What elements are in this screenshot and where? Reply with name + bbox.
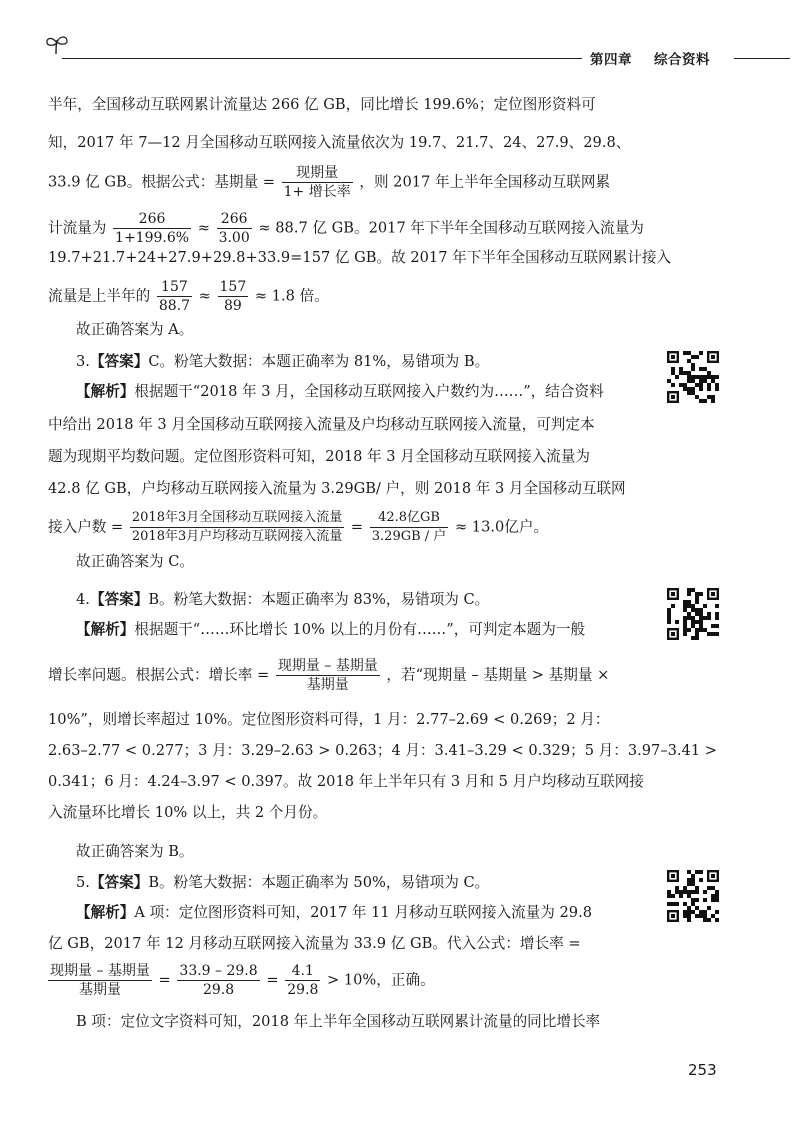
header-rule-right — [734, 58, 790, 59]
numerator: 157 — [219, 279, 247, 295]
header-rule-left — [62, 58, 582, 59]
numerator: 2018年3月全国移动互联网接入流量 — [130, 509, 344, 528]
answer-tag: 【答案】 — [89, 353, 149, 370]
answer-line: 故正确答案为 C。 — [76, 553, 194, 570]
question-number: 5. — [76, 874, 90, 891]
text-line: 亿 GB，2017 年 12 月移动互联网接入流量为 33.9 亿 GB。代入公式：增长率 = — [48, 935, 581, 952]
analysis-tag: 【解析】 — [76, 621, 135, 638]
text-span: ≈ 13.0亿户。 — [454, 518, 549, 536]
q5-analysis-line — [76, 903, 592, 923]
equals-sign: = — [158, 971, 171, 989]
analysis-tag: 【解析】 — [76, 383, 135, 400]
text-span: C。粉笔大数据：本题正确率为 81%，易错项为 B。 — [148, 353, 490, 370]
answer-tag: 【答案】 — [89, 874, 149, 891]
text-line: 10%”，则增长率超过 10%。定位图形资料可得，1 月：2.77–2.69 < 0.269；2 月： — [48, 711, 610, 728]
question-number: 4. — [76, 591, 90, 608]
formula-line — [48, 657, 609, 694]
text-span: 流量是上半年的 — [48, 287, 151, 305]
text-span: 计流量为 — [48, 219, 107, 237]
fraction — [282, 164, 353, 201]
q4-analysis-line — [76, 620, 585, 640]
chapter-label: 第四章 — [590, 52, 632, 68]
fraction — [157, 278, 192, 315]
text-span: > 10%，正确。 — [327, 971, 435, 989]
fraction — [276, 657, 380, 694]
answer-line: 故正确答案为 A。 — [76, 321, 194, 338]
approx-sign: ≈ — [197, 219, 210, 237]
text-span: ，则 2017 年上半年全国移动互联网累 — [359, 173, 611, 191]
text-span: B。粉笔大数据：本题正确率为 50%，易错项为 C。 — [148, 874, 490, 891]
denominator: 89 — [223, 298, 242, 314]
text-line: 中给出 2018 年 3 月全国移动互联网接入流量及户均移动互联网接入流量，可判定本 — [48, 416, 595, 433]
text-line: 知，2017 年 7—12 月全国移动互联网接入流量依次为 19.7、21.7、24、27.9、29.8、 — [48, 134, 631, 151]
text-line: B 项：定位文字资料可知，2018 年上半年全国移动互联网累计流量的同比增长率 — [76, 1013, 601, 1030]
fraction — [217, 210, 252, 247]
question-number: 3. — [76, 353, 90, 370]
text-span: 接入户数 = — [48, 518, 124, 536]
numerator: 现期量 — [282, 164, 353, 183]
q3-answer-line — [76, 352, 489, 372]
text-line: 2.63–2.77 < 0.277；3 月：3.29–2.63 > 0.263；4 月：3.41–3.29 < 0.329；5 月：3.97–3.41 > — [48, 742, 717, 759]
fraction — [370, 509, 449, 546]
running-header — [590, 48, 710, 68]
numerator: 4.1 — [285, 962, 320, 981]
numerator: 266 — [217, 210, 252, 229]
answer-line: 故正确答案为 B。 — [76, 843, 194, 860]
formula-line — [48, 164, 610, 201]
q3-analysis-line — [76, 382, 604, 402]
text-span: ≈ 88.7 亿 GB。2017 年下半年全国移动互联网接入流量为 — [258, 219, 644, 237]
text-span: ，若“现期量 – 基期量 > 基期量 × — [386, 666, 610, 684]
fraction — [177, 962, 259, 999]
qr-code-icon[interactable] — [667, 870, 719, 922]
q4-answer-line — [76, 590, 489, 610]
text-line: 42.8 亿 GB，户均移动互联网接入流量为 3.29GB/ 户，则 2018 年 3 月全国移动互联网 — [48, 480, 626, 497]
leaf-sprout-icon — [44, 34, 70, 56]
text-span: 根据题干“……环比增长 10% 以上的月份有……”，可判定本题为一般 — [134, 621, 586, 638]
numerator: 现期量 – 基期量 — [50, 963, 150, 979]
denominator: 88.7 — [158, 298, 190, 314]
fraction — [130, 509, 344, 546]
denominator: 2018年3月户均移动互联网接入流量 — [131, 529, 343, 544]
qr-code-icon[interactable] — [667, 351, 719, 403]
page-number: 253 — [688, 1061, 717, 1079]
text-span: ≈ 1.8 倍。 — [254, 287, 329, 305]
text-line: 0.341；6 月：4.24–3.97 < 0.397。故 2018 年上半年只有 3 月和 5 月户均移动互联网接 — [48, 773, 644, 790]
denominator: 1+199.6% — [115, 230, 190, 246]
denominator: 3.00 — [218, 230, 250, 246]
fraction — [218, 278, 249, 315]
text-span: A 项：定位图形资料可知，2017 年 11 月移动互联网接入流量为 29.8 — [134, 904, 592, 921]
answer-tag: 【答案】 — [89, 591, 149, 608]
numerator: 42.8亿GB — [370, 509, 449, 528]
denominator: 基期量 — [306, 677, 349, 693]
denominator: 29.8 — [287, 982, 319, 998]
numerator: 33.9 – 29.8 — [179, 963, 258, 979]
fraction — [48, 962, 152, 999]
text-span: 33.9 亿 GB。根据公式：基期量 = — [48, 173, 275, 191]
fraction — [285, 962, 320, 999]
equals-sign: = — [350, 518, 364, 536]
numerator: 157 — [157, 278, 192, 297]
denominator: 3.29GB / 户 — [371, 529, 447, 544]
fraction — [113, 210, 191, 247]
text-line: 入流量环比增长 10% 以上，共 2 个月份。 — [48, 804, 328, 821]
section-label: 综合资料 — [654, 52, 710, 68]
equals-sign: = — [266, 971, 279, 989]
formula-line — [48, 509, 548, 546]
q5-answer-line — [76, 873, 489, 893]
numerator: 现期量 – 基期量 — [277, 658, 378, 674]
formula-line — [48, 278, 329, 315]
denominator: 1+ 增长率 — [283, 184, 351, 200]
text-line: 半年，全国移动互联网累计流量达 266 亿 GB，同比增长 199.6%；定位图形资料可 — [48, 96, 596, 113]
text-line: 19.7+21.7+24+27.9+29.8+33.9=157 亿 GB。故 2017 年下半年全国移动互联网累计接入 — [48, 249, 672, 266]
text-line: 题为现期平均数问题。定位图形资料可知，2018 年 3 月全国移动互联网接入流量为 — [48, 448, 590, 465]
formula-line — [48, 962, 435, 999]
approx-sign: ≈ — [198, 287, 211, 305]
denominator: 29.8 — [202, 982, 235, 998]
numerator: 266 — [113, 210, 191, 229]
formula-line — [48, 210, 644, 247]
text-span: B。粉笔大数据：本题正确率为 83%，易错项为 C。 — [148, 591, 490, 608]
text-span: 根据题干“2018 年 3 月，全国移动互联网接入户数约为……”，结合资料 — [134, 383, 604, 400]
analysis-tag: 【解析】 — [76, 904, 135, 921]
qr-code-icon[interactable] — [667, 588, 719, 640]
text-span: 增长率问题。根据公式：增长率 = — [48, 666, 270, 684]
denominator: 基期量 — [78, 982, 121, 998]
